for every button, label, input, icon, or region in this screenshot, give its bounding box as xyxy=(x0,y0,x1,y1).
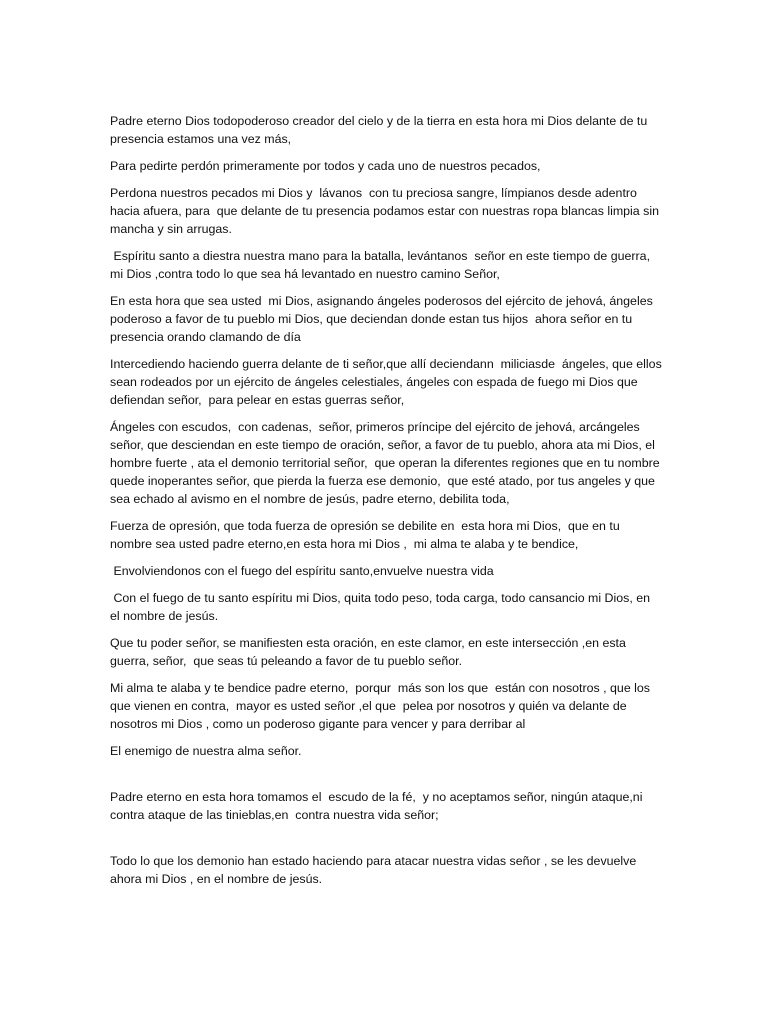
paragraph-7: Ángeles con escudos, con cadenas, señor, primeros príncipe del ejército de jehová, arcángeles señor, que desciendan en este tiempo de oración, señor, a favor de tu pueblo, ahora ata mi Dios, el hombre fuerte , ata el demonio territorial señor, que operan la diferentes regiones que en tu nombre quede inoperantes señor, que pierda la fuerza ese demonio, que esté atado, por tus angeles y que sea echado al avismo en el nombre de jesús, padre eterno, debilita toda, xyxy=(110,420,664,506)
paragraph-8: Fuerza de opresión, que toda fuerza de opresión se debilite en esta hora mi Dios, que en tu nombre sea usted padre eterno,en esta hora mi Dios , mi alma te alaba y te bendice, xyxy=(110,519,624,551)
paragraph-2: Para pedirte perdón primeramente por todos y cada uno de nuestros pecados, xyxy=(110,159,541,173)
paragraph-12: Mi alma te alaba y te bendice padre eterno, porqur más son los que están con nosotros , que los que vienen en contra, mayor es usted señor ,el que pelea por nosotros y quién va delante de nosotros mi Dios , como un poderoso gigante para vencer y para derribar al xyxy=(110,681,654,731)
paragraph-1: Padre eterno Dios todopoderoso creador del cielo y de la tierra en esta hora mi Dios delante de tu presencia estamos una vez más, xyxy=(110,114,651,146)
paragraph-3: Perdona nuestros pecados mi Dios y lávanos con tu preciosa sangre, límpianos desde adentro hacia afuera, para que delante de tu presencia podamos estar con nuestras ropa blancas limpia sin mancha y sin arrugas. xyxy=(110,186,663,236)
paragraph-13: El enemigo de nuestra alma señor. xyxy=(110,744,302,758)
paragraph-5: En esta hora que sea usted mi Dios, asignando ángeles poderosos del ejército de jehová, ángeles poderoso a favor de tu pueblo mi Dios, que deciendan donde estan tus hijos ahora señor en tu presencia orando clamando de día xyxy=(110,294,657,344)
paragraph-14: Padre eterno en esta hora tomamos el escudo de la fé, y no aceptamos señor, ningún ataque,ni contra ataque de las tinieblas,en contra nuestra vida señor; xyxy=(110,790,650,822)
paragraph-11: Que tu poder señor, se manifiesten esta oración, en este clamor, en este intersección ,en esta guerra, señor, que seas tú peleando a favor de tu pueblo señor. xyxy=(110,636,630,668)
paragraph-9: Envolviendonos con el fuego del espíritu santo,envuelve nuestra vida xyxy=(110,564,494,578)
paragraph-10: Con el fuego de tu santo espíritu mi Dios, quita todo peso, toda carga, todo cansancio mi Dios, en el nombre de jesús. xyxy=(110,591,654,623)
document-body xyxy=(110,112,666,897)
paragraph-4: Espíritu santo a diestra nuestra mano para la batalla, levántanos señor en este tiempo de guerra, mi Dios ,contra todo lo que sea há levantado en nuestro camino Señor, xyxy=(110,249,654,281)
paragraph-15: Todo lo que los demonio han estado haciendo para atacar nuestra vidas señor , se les devuelve ahora mi Dios , en el nombre de jesús. xyxy=(110,854,640,886)
paragraph-6: Intercediendo haciendo guerra delante de ti señor,que allí deciendann miliciasde ángeles, que ellos sean rodeados por un ejército de ángeles celestiales, ángeles con espada de fuego mi Dios que defiendan señor, para pelear en estas guerras señor, xyxy=(110,357,666,407)
